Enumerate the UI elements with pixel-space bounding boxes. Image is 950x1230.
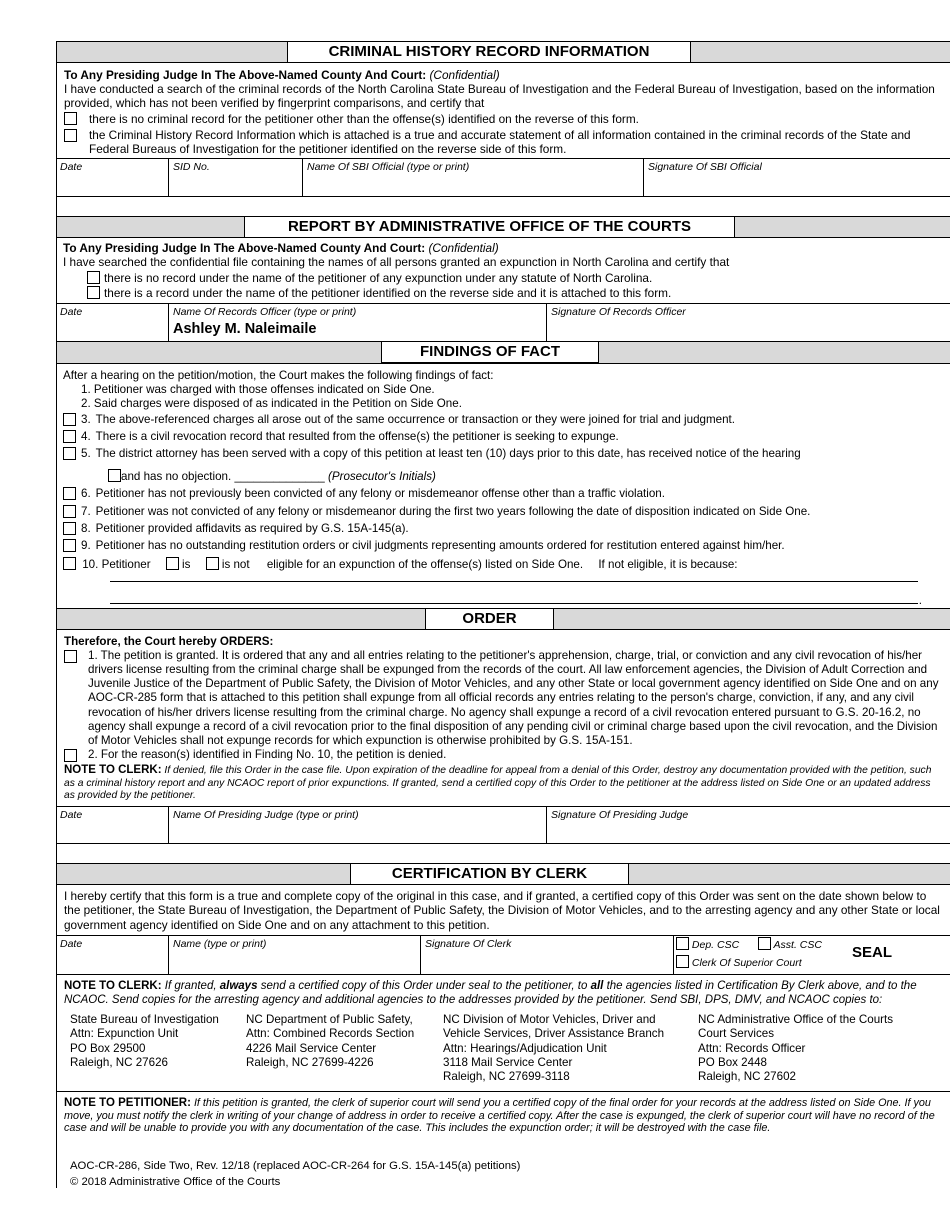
- finding-3: 3. The above-referenced charges all arose out of the same occurrence or transaction or they were joined for trial and judgment.: [63, 413, 943, 427]
- judge-name-field[interactable]: Name Of Presiding Judge (type or print): [169, 807, 547, 843]
- findings-header: [56, 342, 950, 364]
- grant-checkbox[interactable]: [64, 650, 77, 663]
- records-officer-name-field[interactable]: Name Of Records Officer (type or print) Ashley M. Naleimaile: [169, 304, 547, 341]
- criminal-intro: I have conducted a search of the criminal records of the North Carolina State Bureau of Investigation and the Federal Bureau of Investigation, based on the information provided, which has not been verified by fingerprint comparisons, and certify that: [64, 82, 935, 111]
- records-officer-signature-field[interactable]: Signature Of Records Officer: [551, 306, 686, 319]
- deny-checkbox[interactable]: [64, 749, 77, 762]
- reason-line-1[interactable]: [110, 581, 918, 582]
- no-record-checkbox[interactable]: [64, 112, 77, 125]
- sbi-signature-field[interactable]: Signature Of SBI Official: [648, 161, 762, 174]
- copyright: © 2018 Administrative Office of the Courts: [70, 1175, 281, 1188]
- findings-body: After a hearing on the petition/motion, the Court makes the following findings of fact: 1. Petitioner was charged with those offenses indicated on Side One. 2. Said charges were disposed of as indicated in the Petition on Side One. 3. The above-referenced charges all arose out of the same occurrence or transaction or they were joined for trial and judgment. 4. There is a civil revocation record that resulted from the offense(s) the petitioner is seeking to expunge. 5. The district attorney has been served with a copy of this petition at least ten (10) days prior to this date, has received notice of the hearing and has no objection. ______________ (Prosecutor's Initials) 6. Petitioner has not previously been convicted of any felony or misdemeanor offense other than a traffic violation. 7. Petitioner was not convicted of any felony or misdemeanor during the first two years following the date of disposition indicated on Side One. 8. Petitioner provided affidavits as required by G.S. 15A-145(a). 9. Petitioner has no outstanding restitution orders or civil judgments representing amounts ordered for restitution entered against him/her. 10. Petitioner is is not eligible for an expunction of the offense(s) listed on Side One. If not eligible, it is because: .: [56, 364, 950, 598]
- finding-4: 4. There is a civil revocation record that resulted from the offense(s) the petitioner is seeking to expunge.: [63, 430, 943, 444]
- order-deny: 2. For the reason(s) identified in Finding No. 10, the petition is denied.: [64, 748, 942, 762]
- aoc-report-header: [56, 216, 950, 238]
- order-body: Therefore, the Court hereby ORDERS: 1. The petition is granted. It is ordered that any and all entries relating to the petitioner's apprehension, charge, trial, or conviction and any civil revocation of his/her drivers license resulting from the criminal charge shall be expunged from the records of the court. All law enforcement agencies, the Division of Adult Correction and Juvenile Justice of the Department of Public Safety, the Division of Motor Vehicles, and any other State or local government agency identified on Side One and on any AOC-CR-285 form that is attached to this petition shall expunge from all official records any entries relating to the person's charge, conviction, if any, and any civil revocation of his/her drivers license resulting from the criminal charge. No agency shall expunge a record of a civil revocation entered pursuant to G.S. 20-16.2, no agency shall expunge a record of a civil revocation prior to the final disposition of any pending civil or criminal charge based upon the civil revocation, and the Division of Motor Vehicles shall not expunge records for which expunction is otherwise prohibited by G.S. 15A-151. 2. For the reason(s) identified in Finding No. 10, the petition is denied. NOTE TO CLERK: If denied, file this Order in the case file. Upon expiration of the deadline for appeal from a denial of this Order, destroy any documentation provided with the petition, such as a criminal history report and any NCAOC report of prior expunctions. If granted, send a certified copy of this Order to the petitioner at the address listed on Side One or an updated address as provided by the petitioner.: [56, 630, 950, 806]
- sbi-signature-row: [56, 158, 950, 197]
- section-title: CRIMINAL HISTORY RECORD INFORMATION: [287, 41, 691, 63]
- finding-5: 5. The district attorney has been served with a copy of this petition at least ten (10) days prior to this date, has received notice of the hearing: [63, 447, 943, 461]
- address-ncaoc: NC Administrative Office of the Courts Court Services Attn: Records Officer PO Box 2448 Raleigh, NC 27602: [698, 1013, 894, 1084]
- eligible-is-checkbox[interactable]: [166, 557, 179, 570]
- section-title: ORDER: [425, 608, 554, 630]
- agency-addresses: [56, 1007, 950, 1089]
- note-to-clerk-send: NOTE TO CLERK: If granted, always send a certified copy of this Order under seal to the petitioner, to all the agencies listed in Certification By Clerk above, and to the NCAOC. Send copies for the arresting agency and additional agencies to the addresses provided by the petitioner. Send SBI, DPS, DMV, and NCAOC copies to:: [64, 979, 917, 1007]
- criminal-history-header: [56, 41, 950, 63]
- order-header: [56, 608, 950, 630]
- finding-9: 9. Petitioner has no outstanding restitution orders or civil judgments representing amounts ordered for restitution entered against him/her.: [63, 539, 943, 553]
- finding-5-checkbox[interactable]: [63, 447, 76, 460]
- form-footer: [56, 1135, 950, 1190]
- section-title: REPORT BY ADMINISTRATIVE OFFICE OF THE COURTS: [244, 216, 735, 238]
- aoc-report-body: To Any Presiding Judge In The Above-Named County And Court: (Confidential) I have searched the confidential file containing the names of all persons granted an expunction in North Carolina and certify that there is no record under the name of the petitioner of any expunction under any statute of North Carolina. there is a record under the name of the petitioner identified on the reverse side and it is attached to this form.: [63, 241, 730, 300]
- eligible-is-not-checkbox[interactable]: [206, 557, 219, 570]
- finding-1: 1. Petitioner was charged with those offenses indicated on Side One.: [81, 383, 435, 397]
- finding-8-checkbox[interactable]: [63, 522, 76, 535]
- finding-8: 8. Petitioner provided affidavits as required by G.S. 15A-145(a).: [63, 522, 943, 536]
- finding-5-objection: and has no objection. ______________ (Prosecutor's Initials): [63, 469, 943, 484]
- asst-csc-checkbox[interactable]: [758, 937, 771, 950]
- clerk-name-field[interactable]: Name (type or print): [169, 936, 421, 974]
- date-field[interactable]: Date: [56, 807, 169, 843]
- clerk-signature-field[interactable]: Signature Of Clerk: [421, 936, 674, 974]
- form-side-two: [56, 41, 950, 1190]
- judge-signature-field[interactable]: Signature Of Presiding Judge: [551, 809, 689, 822]
- finding-10-checkbox[interactable]: [63, 557, 76, 570]
- sid-field[interactable]: SID No.: [169, 159, 303, 196]
- section-title: CERTIFICATION BY CLERK: [350, 863, 629, 885]
- certification-header: [56, 863, 950, 885]
- finding-6: 6. Petitioner has not previously been convicted of any felony or misdemeanor offense other than a traffic violation.: [63, 487, 943, 501]
- attached-record-checkbox[interactable]: [64, 129, 77, 142]
- finding-4-checkbox[interactable]: [63, 430, 76, 443]
- finding-9-checkbox[interactable]: [63, 539, 76, 552]
- clerk-title-field: Dep. CSC Asst. CSC Clerk Of Superior Court SEAL: [674, 936, 950, 974]
- judge-signature-row: [56, 806, 950, 844]
- reason-line-2[interactable]: [110, 603, 918, 604]
- no-objection-checkbox[interactable]: [108, 469, 121, 482]
- address-sbi: State Bureau of Investigation Attn: Expunction Unit PO Box 29500 Raleigh, NC 27626: [70, 1013, 219, 1069]
- seal-label: SEAL: [852, 943, 893, 961]
- finding-10: 10. Petitioner is is not eligible for an expunction of the offense(s) listed on Side One. If not eligible, it is because:: [63, 557, 943, 572]
- address-dps: NC Department of Public Safety, Attn: Combined Records Section 4226 Mail Service Center Raleigh, NC 27699-4226: [246, 1013, 415, 1069]
- no-expunction-checkbox[interactable]: [87, 271, 100, 284]
- order-grant: 1. The petition is granted. It is ordered that any and all entries relating to the petitioner's apprehension, charge, trial, or conviction and any civil revocation of his/her drivers license resulting from the criminal charge shall be expunged from the records of the court. All law enforcement agencies, the Division of Adult Correction and Juvenile Justice of the Department of Public Safety, the Division of Motor Vehicles, and any other State or local government agency identified on Side One and on any AOC-CR-285 form that is attached to this petition shall expunge from all official records any entries relating to the person's charge, conviction, if any, and any civil revocation of his/her drivers license resulting from the criminal charge. No agency shall expunge a record of a civil revocation entered pursuant to G.S. 20-16.2, no agency shall expunge a record of a civil revocation prior to the final disposition of any pending civil or criminal charge based upon the civil revocation, and the Division of Motor Vehicles shall not expunge records for which expunction is otherwise prohibited by G.S. 15A-151.: [64, 649, 942, 748]
- note-to-petitioner: NOTE TO PETITIONER: If this petition is granted, the clerk of superior court will send you a certified copy of the final order for your records at the address listed on Side One. If you move, you must notify the clerk in writing of your change of address in order to receive a certified copy. After the case is expunged, the clerk of superior court will have no record of the case and will be unable to provide you with any documentation of the case. This includes the expunction order; it will be destroyed with the case file.: [64, 1097, 935, 1135]
- records-officer-name: Ashley M. Naleimaile: [173, 321, 317, 338]
- records-officer-row: [56, 303, 950, 342]
- sbi-name-field[interactable]: Name Of SBI Official (type or print): [303, 159, 644, 196]
- order-note-to-clerk: NOTE TO CLERK: If denied, file this Order in the case file. Upon expiration of the deadline for appeal from a denial of this Order, destroy any documentation provided with the petition, such as a criminal history report and any NCAOC report of prior expunctions. If granted, send a certified copy of this Order to the petitioner at the address listed on Side One or an updated address as provided by the petitioner.: [64, 763, 932, 802]
- finding-2: 2. Said charges were disposed of as indicated in the Petition on Side One.: [81, 397, 462, 411]
- section-title: FINDINGS OF FACT: [381, 341, 599, 363]
- date-field[interactable]: Date: [56, 936, 169, 974]
- clerk-csc-checkbox[interactable]: [676, 955, 689, 968]
- address-dmv: NC Division of Motor Vehicles, Driver and Vehicle Services, Driver Assistance Branch Attn: Hearings/Adjudication Unit 3118 Mail Service Center Raleigh, NC 27699-3118: [443, 1013, 665, 1084]
- finding-3-checkbox[interactable]: [63, 413, 76, 426]
- finding-7-checkbox[interactable]: [63, 505, 76, 518]
- finding-6-checkbox[interactable]: [63, 487, 76, 500]
- certification-text: I hereby certify that this form is a true and complete copy of the original in this case, and if granted, a certified copy of this Order was sent on the date shown below to the petitioner, the State Bureau of Investigation, the Department of Public Safety, the Division of Motor Vehicles, and to the arresting agency and any other State or local government agency identified on Side One and on any attachment to this petition.: [64, 889, 940, 932]
- date-field[interactable]: Date: [56, 304, 169, 341]
- dep-csc-checkbox[interactable]: [676, 937, 689, 950]
- left-margin-rule: [56, 41, 57, 1188]
- expunction-record-checkbox[interactable]: [87, 286, 100, 299]
- finding-7: 7. Petitioner was not convicted of any felony or misdemeanor during the first two years following the date of disposition indicated on Side One.: [63, 505, 943, 519]
- clerk-signature-row: [56, 935, 950, 975]
- form-id: AOC-CR-286, Side Two, Rev. 12/18 (replaced AOC-CR-264 for G.S. 15A-145(a) petitions): [70, 1160, 521, 1173]
- date-field[interactable]: Date: [56, 159, 169, 196]
- criminal-history-body: To Any Presiding Judge In The Above-Named County And Court: (Confidential) I have conducted a search of the criminal records of the North Carolina State Bureau of Investigation and the Federal Bureau of Investigation, based on the information provided, which has not been verified by fingerprint comparisons, and certify that there is no criminal record for the petitioner other than the offense(s) identified on the reverse of this form. the Criminal History Record Information which is attached is a true and accurate statement of all information contained in the criminal records of the State and Federal Bureaus of Investigation for the petitioner identified on the reverse side of this form.: [56, 63, 950, 158]
